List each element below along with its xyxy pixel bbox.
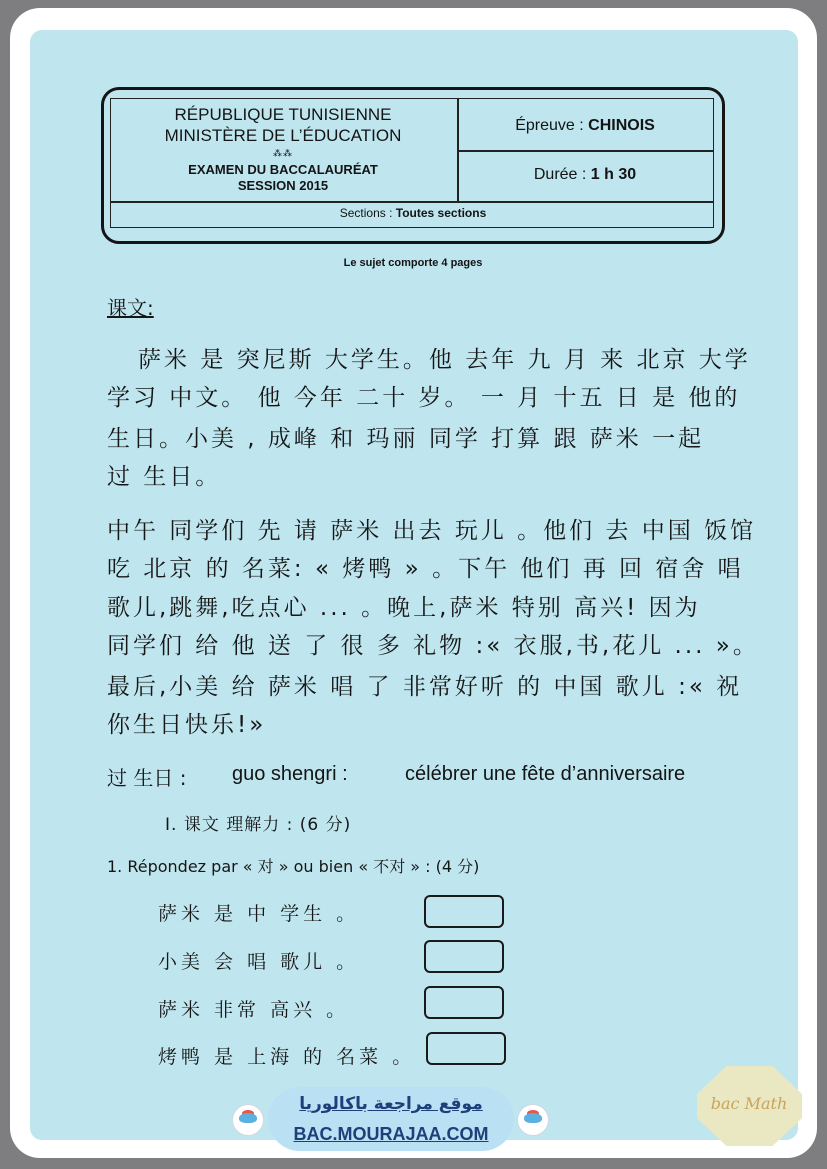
paragraph2-line: 同学们 给 他 送 了 很 多 礼物 :« 衣服,书,花儿 ... »。 xyxy=(107,633,759,659)
paragraph1-line: 生日。小美 , 成峰 和 玛丽 同学 打算 跟 萨米 一起 xyxy=(107,426,705,452)
subject-line xyxy=(515,117,655,135)
answer-box-2[interactable] xyxy=(424,940,504,973)
paragraph2-line: 歌儿,跳舞,吃点心 ... 。晚上,萨米 特别 高兴! 因为 xyxy=(107,595,701,621)
paragraph1-line: 萨米 是 突尼斯 大学生。他 去年 九 月 来 北京 大学 xyxy=(138,347,751,373)
stars-ornament: ⁂⁂ xyxy=(273,148,293,158)
bac-math-badge-text: bac Math xyxy=(710,1094,788,1113)
pages-note: Le sujet comporte 4 pages xyxy=(343,257,483,269)
exam-session: SESSION 2015 xyxy=(237,178,329,193)
exam-title: EXAMEN DU BACCALAURÉAT xyxy=(188,162,378,177)
statement-4: 烤鸭 是 上海 的 名菜 。 xyxy=(158,1046,416,1068)
text-title: 课文: xyxy=(107,296,154,320)
duration-label: Durée : xyxy=(533,166,591,183)
answer-box-3[interactable] xyxy=(424,986,504,1019)
site-name-arabic[interactable]: موقع مراجعة باكالوريا xyxy=(299,1094,483,1114)
paragraph1-line: 过 生日。 xyxy=(107,464,222,490)
duration-value: 1 h 30 xyxy=(590,166,637,183)
subject-value: CHINOIS xyxy=(588,117,655,134)
paragraph2-line: 你生日快乐!» xyxy=(107,712,267,738)
country-name: RÉPUBLIQUE TUNISIENNE xyxy=(174,105,392,124)
paragraph2-line: 吃 北京 的 名菜: « 烤鸭 » 。下午 他们 再 回 宿舍 唱 xyxy=(107,556,744,582)
vocab-pinyin: guo shengri : xyxy=(232,763,348,785)
vocab-french: célébrer une fête d’anniversaire xyxy=(405,763,686,785)
sections-value: Toutes sections xyxy=(395,206,487,220)
header-divider-right xyxy=(457,150,714,152)
question1: 1. Répondez par « 对 » ou bien « 不对 » : (4 分) xyxy=(107,857,480,876)
statement-1: 萨米 是 中 学生 。 xyxy=(158,903,360,925)
paragraph2-line: 中午 同学们 先 请 萨米 出去 玩儿 。他们 去 中国 饭馆 xyxy=(107,518,757,544)
site-url-link[interactable]: BAC.MOURAJAA.COM xyxy=(293,1124,489,1144)
site-logo-icon xyxy=(232,1104,264,1136)
duration-line xyxy=(534,166,636,184)
paragraph2-line: 最后,小美 给 萨米 唱 了 非常好听 的 中国 歌儿 :« 祝 xyxy=(107,674,743,700)
header-divider-bottom xyxy=(110,201,714,203)
answer-box-1[interactable] xyxy=(424,895,504,928)
sections-label: Sections : xyxy=(339,206,396,220)
section1-title: Ⅰ. 课文 理解力 : (6 分) xyxy=(165,815,352,835)
paragraph1-line: 学习 中文。 他 今年 二十 岁。 一 月 十五 日 是 他的 xyxy=(107,385,741,411)
statement-2: 小美 会 唱 歌儿 。 xyxy=(158,951,360,973)
vocab-chinese: 过 生日 : xyxy=(107,766,187,790)
answer-box-4[interactable] xyxy=(426,1032,506,1065)
statement-3: 萨米 非常 高兴 。 xyxy=(158,999,350,1021)
subject-label: Épreuve : xyxy=(515,117,589,134)
sections-line xyxy=(340,206,487,220)
site-logo-icon xyxy=(517,1104,549,1136)
ministry-name: MINISTÈRE DE L’ÉDUCATION xyxy=(164,126,402,145)
